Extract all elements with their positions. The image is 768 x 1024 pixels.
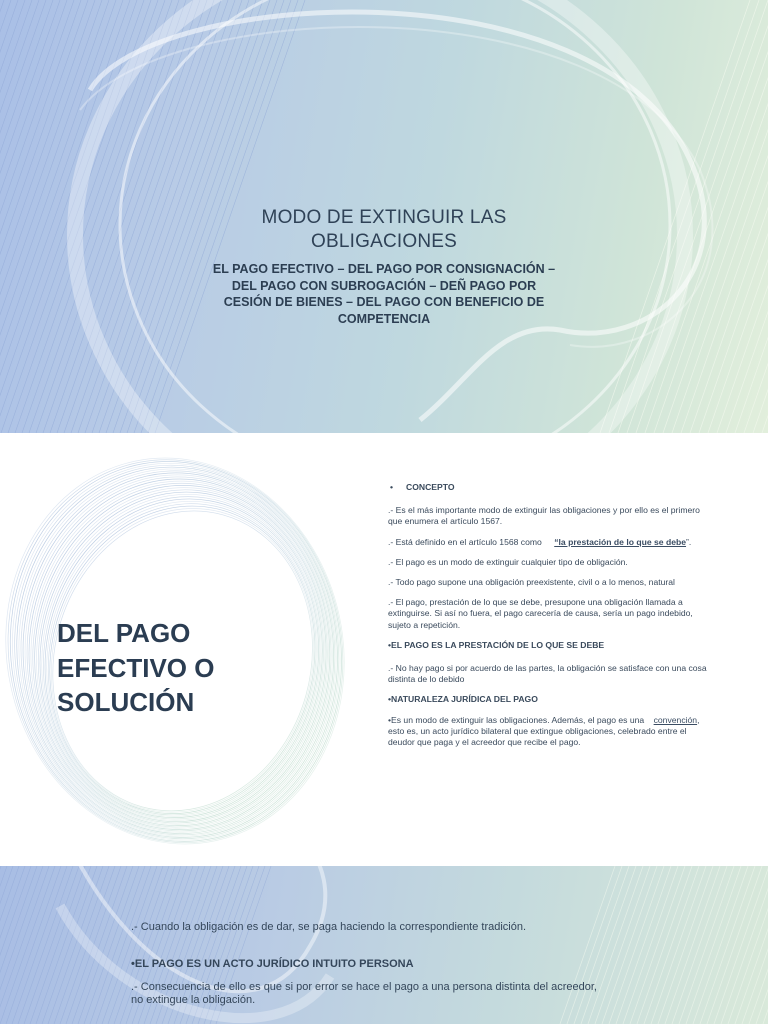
decor-line	[681, 0, 768, 433]
decor-line	[0, 866, 1, 1024]
decor-line	[707, 866, 762, 1024]
decor-line	[679, 866, 734, 1024]
slide-body	[131, 921, 611, 1007]
decor-line	[623, 866, 678, 1024]
decor-line	[658, 866, 713, 1024]
concepto-heading	[388, 482, 710, 493]
decor-line	[763, 866, 768, 1024]
decor-line	[735, 0, 768, 433]
decor-line	[693, 866, 748, 1024]
text: ”.	[686, 536, 692, 547]
paragraph: .- Todo pago supone una obligación preexistente, civil o a lo menos, natural	[388, 577, 675, 588]
decor-line	[717, 0, 768, 433]
content-slide	[0, 433, 768, 866]
paragraph: .- El pago, prestación de lo que se debe, presupone una obligación llamada a extinguirse. Si así no fuera, el pago carecería de causa, sería un pago indebido, sujeto a repetición.	[388, 597, 693, 630]
paragraph: .- Consecuencia de ello es que si por error se hace el pago a una persona distinta del acreedor, no extingue la obligación.	[131, 981, 597, 1006]
decor-line	[0, 0, 116, 433]
decor-line	[0, 0, 4, 433]
decor-line	[0, 866, 55, 1024]
decor-line	[637, 866, 692, 1024]
concepto-label: CONCEPTO	[406, 482, 455, 492]
decor-line	[616, 866, 671, 1024]
continuation-slide	[0, 866, 768, 1024]
decor-line	[0, 0, 46, 433]
section-heading: •EL PAGO ES LA PRESTACIÓN DE LO QUE SE DEBE	[388, 639, 605, 650]
slide-subtitle: EL PAGO EFECTIVO – DEL PAGO POR CONSIGNACIÓN – DEL PAGO CON SUBROGACIÓN – DEÑ PAGO POR CESIÓN DE BIENES – DEL PAGO CON BENEFICIO DE COMPETENCIA	[212, 262, 556, 326]
slide-title: DEL PAGO EFECTIVO O SOLUCIÓN	[57, 618, 215, 717]
decor-line	[0, 0, 74, 433]
decor-line	[0, 0, 53, 433]
decor-line	[749, 866, 768, 1024]
paragraph-naturaleza	[388, 715, 710, 749]
slide-title: MODO DE EXTINGUIR LAS OBLIGACIONES	[261, 207, 507, 252]
text: .- Está definido en el artículo 1568 como	[388, 536, 542, 547]
decor-line	[753, 0, 768, 433]
convencion-link[interactable]: convención	[653, 714, 698, 725]
decor-line	[0, 0, 67, 433]
decor-line	[728, 866, 768, 1024]
decor-line	[12, 866, 67, 1024]
paragraph-definition	[388, 537, 710, 548]
section-heading: •NATURALEZA JURÍDICA DEL PAGO	[388, 694, 538, 705]
decor-line	[30, 866, 85, 1024]
paragraph: .- Cuando la obligación es de dar, se paga haciendo la correspondiente tradición.	[131, 921, 527, 933]
decor-line	[700, 866, 755, 1024]
paragraph: .- El pago es un modo de extinguir cualquier tipo de obligación.	[388, 556, 628, 567]
bullet-icon: •	[390, 482, 394, 492]
decor-line	[665, 866, 720, 1024]
decor-line	[618, 0, 768, 433]
title-slide	[0, 0, 768, 433]
decor-line	[630, 866, 685, 1024]
indent	[647, 715, 654, 725]
text: , esto es, un acto jurídico bilateral que extingue obligaciones, celebrado entre el deudor que paga y el acreedor que recibe el pago.	[388, 714, 700, 748]
decor-line	[0, 0, 25, 433]
decor-line	[651, 866, 706, 1024]
decor-line	[644, 866, 699, 1024]
decor-line	[0, 866, 37, 1024]
text: •Es un modo de extinguir las obligaciones. Además, el pago es una	[388, 714, 645, 725]
decor-line	[672, 866, 727, 1024]
decor-line	[72, 866, 127, 1024]
decor-line	[0, 0, 60, 433]
definition-link[interactable]: “la prestación de lo que se debe	[554, 536, 687, 547]
decor-line	[686, 866, 741, 1024]
decor-line	[714, 866, 768, 1024]
paragraph: .- No hay pago si por acuerdo de las partes, la obligación se satisface con una cosa distinta de lo debido	[388, 663, 707, 685]
decor-line	[609, 866, 664, 1024]
decor-line	[0, 866, 49, 1024]
decor-line	[6, 866, 61, 1024]
paragraph: .- Es el más importante modo de extinguir las obligaciones y por ello es el primero que enumera el artículo 1567.	[388, 505, 700, 527]
decor-line	[24, 866, 79, 1024]
slide-body	[388, 482, 710, 748]
section-heading: •EL PAGO ES UN ACTO JURÍDICO INTUITO PERSONA	[131, 958, 414, 970]
decor-line	[18, 866, 73, 1024]
decor-line	[756, 866, 768, 1024]
